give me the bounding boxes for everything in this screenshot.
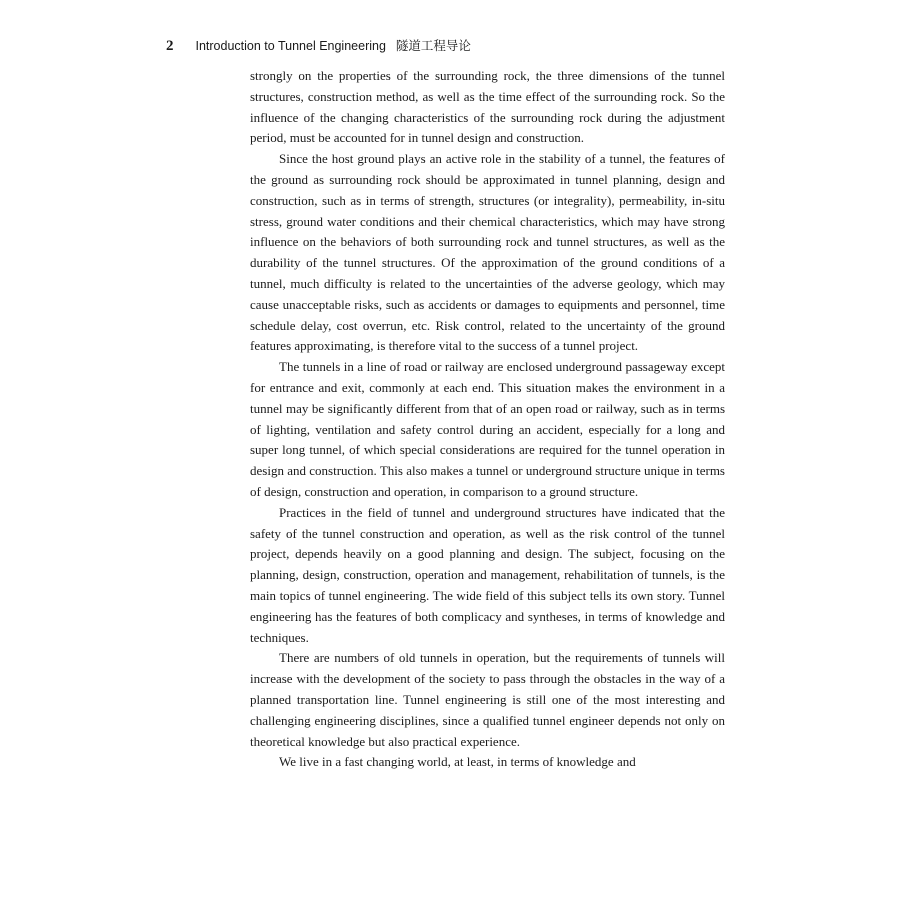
paragraph: There are numbers of old tunnels in operation, but the requirements of tunnels will increase with the development of the society to pass through the obstacles in the way of a planned transportation line. Tunnel engineering is still one of the most interesting and challenging engineering disciplines, since a qualified tunnel engineer depends not only on theoretical knowledge but also practical experience. bbox=[250, 650, 725, 749]
paragraph-continued: strongly on the properties of the surrounding rock, the three dimensions of the tunnel structures, construction method, as well as the time effect of the surrounding rock. So the influence of the changing characteristics of the surrounding rock during the adjustment period, must be accounted for in tunnel design and construction. bbox=[250, 68, 725, 146]
running-title-chinese: 隧道工程导论 bbox=[395, 38, 471, 53]
body-text bbox=[250, 66, 725, 773]
page-number: 2 bbox=[166, 38, 174, 54]
paragraph: Since the host ground plays an active role in the stability of a tunnel, the features of the ground as surrounding rock should be approximated in tunnel planning, design and construction, such as in terms of strength, structures (or integrality), permeability, in-situ stress, ground water conditions and their chemical characteristics, which may have strong influence on the behaviors of both surrounding rock and tunnel structures, as well as the durability of the tunnel structures. Of the approximation of the ground conditions of a tunnel, much difficulty is related to the uncertainties of the adverse geology, which may cause unacceptable risks, such as accidents or damages to equipments and personnel, time schedule delay, cost overrun, etc. Risk control, related to the uncertainty of the ground features approximating, is therefore vital to the success of a tunnel project. bbox=[250, 151, 725, 354]
running-head bbox=[166, 36, 471, 55]
paragraph: Practices in the field of tunnel and underground structures have indicated that the safety of the tunnel construction and operation, as well as the risk control of the tunnel project, depends heavily on a good planning and design. The subject, focusing on the planning, design, construction, operation and management, rehabilitation of tunnels, is the main topics of tunnel engineering. The wide field of this subject tells its own story. Tunnel engineering has the features of both complicacy and syntheses, in terms of knowledge and techniques. bbox=[250, 504, 725, 645]
paragraph: The tunnels in a line of road or railway are enclosed underground passageway except for entrance and exit, commonly at each end. This situation makes the environment in a tunnel may be significantly different from that of an open road or railway, such as in terms of lighting, ventilation and safety control during an accident, especially for a long and super long tunnel, of which special considerations are required for the tunnel operation in design and construction. This also makes a tunnel or underground structure unique in terms of design, construction and operation, in comparison to a ground structure. bbox=[250, 359, 725, 499]
paragraph: We live in a fast changing world, at least, in terms of knowledge and bbox=[279, 754, 636, 770]
running-title: Introduction to Tunnel Engineering bbox=[195, 39, 386, 53]
